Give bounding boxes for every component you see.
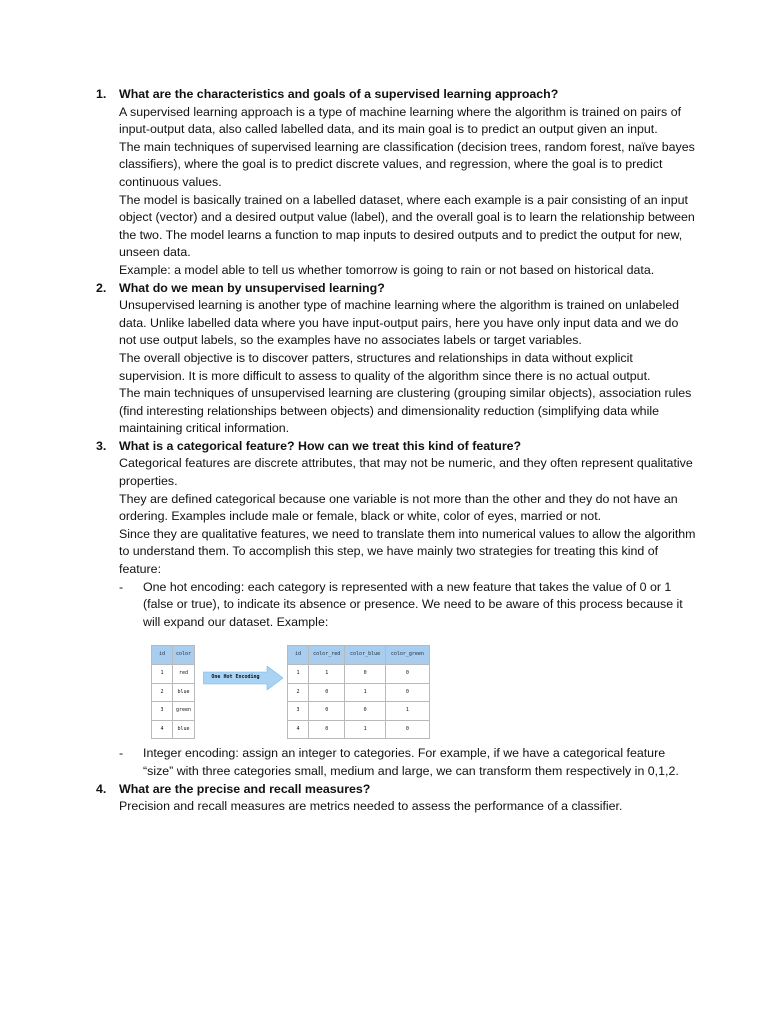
table-cell: 2 [152,683,173,702]
table-header: color_red [309,646,345,665]
table-cell: 0 [309,683,345,702]
table-cell: 0 [345,665,385,684]
question-title: What are the precise and recall measures? [119,781,371,796]
paragraph: The overall objective is to discover patters, structures and relationships in data without explicit supervision. It is more difficult to assess to quality of the algorithm since there is no actual output. [119,350,651,383]
table-cell: blue [173,683,195,702]
table-cell: 3 [152,702,173,721]
question-number: 1. [96,87,107,101]
bullet-text: One hot encoding: each category is represented with a new feature that takes the value of 0 or 1 (false or true), to indicate its absence or presence. We need to be aware of this process because it will expand our dataset. Example: [143,579,683,629]
paragraph: A supervised learning approach is a type of machine learning where the algorithm is trained on pairs of input-output data, also called labelled data, and its main goal is to predict an output given an input. [119,104,682,137]
table-cell: 0 [385,665,429,684]
table-cell: 1 [385,702,429,721]
question-3-heading [96,438,696,456]
table-cell: 3 [288,702,309,721]
table-cell: blue [173,720,195,739]
table-header: color_blue [345,646,385,665]
one-hot-encoding-figure [151,641,696,737]
question-2-heading [96,280,696,298]
paragraph: They are defined categorical because one variable is not more than the other and they do not have an ordering. Examples include male or female, black or white, color of eyes, married or not. [119,491,678,524]
question-4-heading [96,781,696,799]
table-cell: 1 [345,720,385,739]
bullet-dash: - [119,579,124,594]
table-row [288,702,430,721]
table-row [152,665,195,684]
table-cell: 1 [152,665,173,684]
question-1-heading [96,86,696,104]
paragraph: The model is basically trained on a labelled dataset, where each example is a pair consisting of an input object (vector) and a desired output value (label), and the overall goal is to learn the relationship between the two. The model learns a function to map inputs to desired outputs and to predict the output for new, unseen data. [119,192,695,260]
table-header: id [152,646,173,665]
paragraph: Unsupervised learning is another type of machine learning where the algorithm is trained on unlabeled data. Unlike labelled data where you have input-output pairs, here you have only input data and we do not use output labels, so the examples have no associates labels or target variables. [119,298,679,348]
question-title: What are the characteristics and goals of a supervised learning approach? [119,87,559,101]
question-number: 3. [96,438,107,453]
table-row [152,720,195,739]
bullet-one-hot-encoding [119,579,696,632]
table-cell: 1 [345,683,385,702]
question-number: 2. [96,280,107,295]
table-cell: red [173,665,195,684]
table-cell: 4 [152,720,173,739]
table-row [288,720,430,739]
paragraph: Categorical features are discrete attributes, that may not be numeric, and they often represent qualitative properties. [119,456,693,489]
bullet-dash: - [119,746,124,761]
table-cell: 4 [288,720,309,739]
left-table [151,645,195,739]
table-cell: 1 [288,665,309,684]
question-title: What do we mean by unsupervised learning? [119,280,385,295]
paragraph: The main techniques of unsupervised learning are clustering (grouping similar objects), association rules (find interesting relationships between objects) and dimensionality reduction (simplifying data while maintaining critical information. [119,386,692,436]
bullet-integer-encoding [119,745,696,780]
table-row [152,683,195,702]
table-cell: 0 [385,683,429,702]
table-cell: 0 [309,720,345,739]
table-header: color_green [385,646,429,665]
document-content [96,86,696,816]
bullet-text: Integer encoding: assign an integer to categories. For example, if we have a categorical feature “size” with three categories small, medium and large, we can transform them respectively in 0,1,2. [143,746,679,778]
paragraph: Precision and recall measures are metrics needed to assess the performance of a classifier. [119,799,623,814]
table-cell: 0 [309,702,345,721]
table-row [288,665,430,684]
table-cell: 0 [385,720,429,739]
table-row [152,702,195,721]
table-row [288,683,430,702]
paragraph: Example: a model able to tell us whether tomorrow is going to rain or not based on historical data. [119,262,655,277]
table-cell: 0 [345,702,385,721]
paragraph: Since they are qualitative features, we need to translate them into numerical values to allow the algorithm to understand them. To accomplish this step, we have mainly two strategies for treating this kind of feature: [119,526,696,577]
question-number: 4. [96,781,107,796]
table-cell: green [173,702,195,721]
table-cell: 2 [288,683,309,702]
right-table [287,645,430,739]
paragraph: The main techniques of supervised learning are classification (decision trees, random forest, naïve bayes classifiers), where the goal is to predict discrete values, and regression, where the goal is to predict continuous values. [119,139,695,189]
table-header: color [173,646,195,665]
table-cell: 1 [309,665,345,684]
table-header: id [288,646,309,665]
question-title: What is a categorical feature? How can we treat this kind of feature? [119,438,522,453]
arrow-label: One Hot Encoding [211,674,260,681]
